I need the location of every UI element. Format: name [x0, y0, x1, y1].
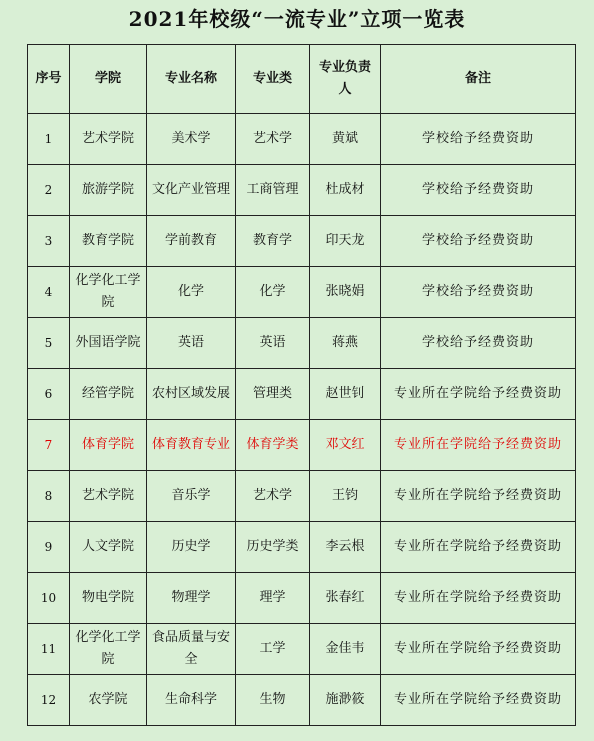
table-row [28, 318, 576, 369]
header-college: 学院 [70, 45, 147, 114]
header-no: 序号 [28, 45, 70, 114]
cell-major: 历史学 [147, 522, 236, 573]
cell-no: 2 [28, 165, 70, 216]
cell-college: 化学化工学院 [70, 267, 147, 318]
cell-type: 历史学类 [236, 522, 310, 573]
cell-lead: 杜成材 [310, 165, 381, 216]
cell-type: 艺术学 [236, 471, 310, 522]
table-header-row [28, 45, 576, 114]
cell-no: 11 [28, 624, 70, 675]
cell-no: 5 [28, 318, 70, 369]
cell-major: 英语 [147, 318, 236, 369]
table-row [28, 369, 576, 420]
cell-no: 1 [28, 114, 70, 165]
cell-note: 学校给予经费资助 [381, 267, 576, 318]
cell-type: 教育学 [236, 216, 310, 267]
cell-major: 体育教育专业 [147, 420, 236, 471]
cell-note: 专业所在学院给予经费资助 [381, 573, 576, 624]
cell-college: 化学化工学院 [70, 624, 147, 675]
cell-no: 6 [28, 369, 70, 420]
table-row [28, 114, 576, 165]
cell-note: 学校给予经费资助 [381, 216, 576, 267]
cell-major: 美术学 [147, 114, 236, 165]
cell-major: 化学 [147, 267, 236, 318]
cell-college: 物电学院 [70, 573, 147, 624]
cell-type: 艺术学 [236, 114, 310, 165]
cell-note: 学校给予经费资助 [381, 165, 576, 216]
cell-college: 教育学院 [70, 216, 147, 267]
table-row [28, 522, 576, 573]
table-body [28, 114, 576, 726]
cell-type: 体育学类 [236, 420, 310, 471]
table-row [28, 624, 576, 675]
cell-college: 人文学院 [70, 522, 147, 573]
cell-no: 10 [28, 573, 70, 624]
cell-no: 8 [28, 471, 70, 522]
cell-college: 农学院 [70, 675, 147, 726]
cell-lead: 张晓娟 [310, 267, 381, 318]
cell-no: 3 [28, 216, 70, 267]
cell-note: 专业所在学院给予经费资助 [381, 624, 576, 675]
cell-type: 工学 [236, 624, 310, 675]
table-row [28, 471, 576, 522]
page-title: 2021年校级“一流专业”立项一览表 [128, 7, 466, 31]
cell-major: 学前教育 [147, 216, 236, 267]
cell-college: 艺术学院 [70, 471, 147, 522]
header-note: 备注 [381, 45, 576, 114]
cell-no: 12 [28, 675, 70, 726]
table-row [28, 267, 576, 318]
cell-lead: 施渺筱 [310, 675, 381, 726]
cell-major: 文化产业管理 [147, 165, 236, 216]
cell-college: 体育学院 [70, 420, 147, 471]
cell-lead: 蒋燕 [310, 318, 381, 369]
table-row [28, 675, 576, 726]
cell-type: 化学 [236, 267, 310, 318]
cell-lead: 黄斌 [310, 114, 381, 165]
cell-note: 专业所在学院给予经费资助 [381, 369, 576, 420]
major-list-table [27, 44, 576, 726]
cell-major: 食品质量与安全 [147, 624, 236, 675]
cell-no: 4 [28, 267, 70, 318]
cell-note: 学校给予经费资助 [381, 114, 576, 165]
cell-major: 农村区域发展 [147, 369, 236, 420]
cell-lead: 印天龙 [310, 216, 381, 267]
cell-note: 专业所在学院给予经费资助 [381, 675, 576, 726]
cell-lead: 张春红 [310, 573, 381, 624]
cell-major: 物理学 [147, 573, 236, 624]
cell-lead: 王钧 [310, 471, 381, 522]
cell-college: 经管学院 [70, 369, 147, 420]
table-row [28, 573, 576, 624]
header-lead: 专业负责人 [310, 45, 381, 114]
cell-no: 9 [28, 522, 70, 573]
cell-major: 生命科学 [147, 675, 236, 726]
cell-type: 英语 [236, 318, 310, 369]
table-row [28, 420, 576, 471]
cell-college: 艺术学院 [70, 114, 147, 165]
cell-note: 专业所在学院给予经费资助 [381, 420, 576, 471]
table-row [28, 165, 576, 216]
cell-no: 7 [28, 420, 70, 471]
cell-major: 音乐学 [147, 471, 236, 522]
cell-lead: 赵世钊 [310, 369, 381, 420]
header-type: 专业类 [236, 45, 310, 114]
cell-note: 专业所在学院给予经费资助 [381, 471, 576, 522]
cell-note: 专业所在学院给予经费资助 [381, 522, 576, 573]
cell-type: 管理类 [236, 369, 310, 420]
cell-type: 理学 [236, 573, 310, 624]
cell-type: 生物 [236, 675, 310, 726]
cell-college: 旅游学院 [70, 165, 147, 216]
cell-college: 外国语学院 [70, 318, 147, 369]
header-major: 专业名称 [147, 45, 236, 114]
cell-lead: 李云根 [310, 522, 381, 573]
table-row [28, 216, 576, 267]
cell-note: 学校给予经费资助 [381, 318, 576, 369]
cell-lead: 金佳韦 [310, 624, 381, 675]
cell-type: 工商管理 [236, 165, 310, 216]
cell-lead: 邓文红 [310, 420, 381, 471]
